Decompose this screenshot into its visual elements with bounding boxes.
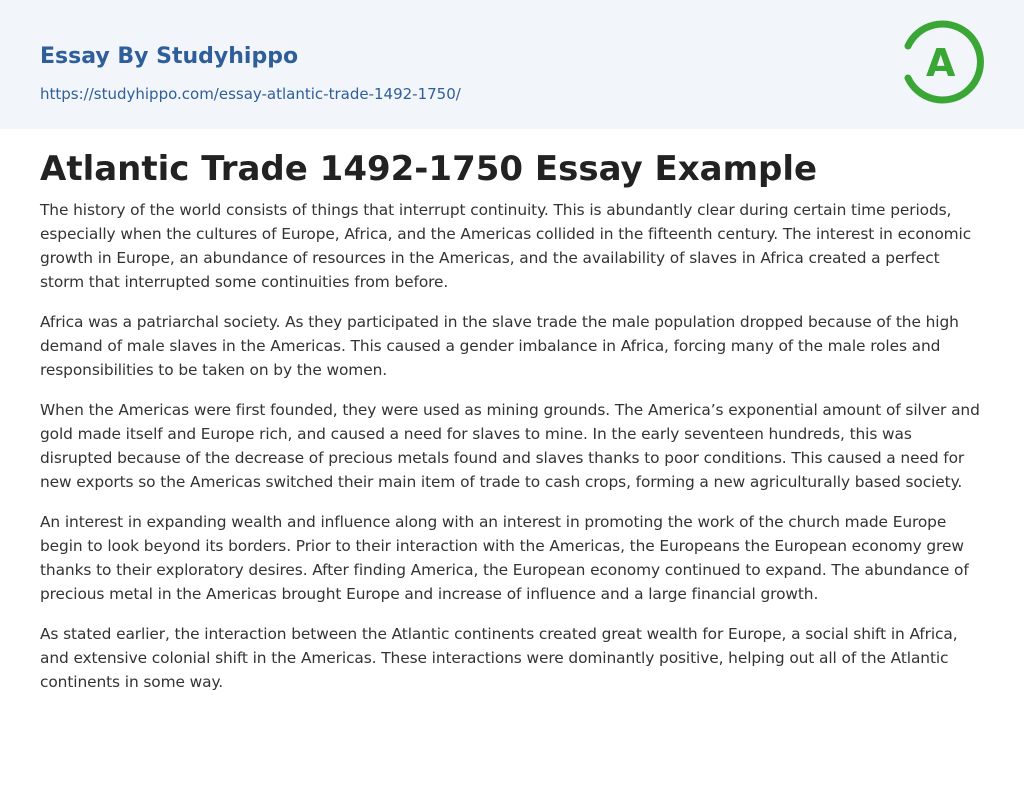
article-paragraph: An interest in expanding wealth and influence along with an interest in promoting the work of the church made Europe begin to look beyond its borders. Prior to their interaction with the Americas, the Europeans the European economy grew thanks to their exploratory desires. After finding America, the European economy continued to expand. The abundance of precious metal in the Americas brought Europe and increase of influence and a large financial growth. <box>40 513 969 603</box>
logo-letter: A <box>926 41 956 85</box>
article-paragraph: Africa was a patriarchal society. As they participated in the slave trade the male population dropped because of the high demand of male slaves in the Americas. This caused a gender imbalance in Africa, forcing many of the male roles and responsibilities to be taken on by the women. <box>40 313 959 379</box>
article-paragraph: As stated earlier, the interaction between the Atlantic continents created great wealth for Europe, a social shift in Africa, and extensive colonial shift in the Americas. These interactions were dominantly positive, helping out all of the Atlantic continents in some way. <box>40 625 958 691</box>
source-url-link[interactable]: https://studyhippo.com/essay-atlantic-trade-1492-1750/ <box>40 85 461 103</box>
article-paragraph: When the Americas were first founded, they were used as mining grounds. The America’s exponential amount of silver and gold made itself and Europe rich, and caused a need for slaves to mine. In the early seventeen hundreds, this was disrupted because of the decrease of precious metals found and slaves thanks to poor conditions. This caused a need for new exports so the Americas switched their main item of trade to cash crops, forming a new agriculturally based society. <box>40 401 980 491</box>
article-body <box>0 129 1024 694</box>
studyhippo-logo-icon[interactable] <box>900 20 984 104</box>
article-paragraph: The history of the world consists of things that interrupt continuity. This is abundantly clear during certain time periods, especially when the cultures of Europe, Africa, and the Americas collided in the fifteenth century. The interest in economic growth in Europe, an abundance of resources in the Americas, and the availability of slaves in Africa created a perfect storm that interrupted some continuities from before. <box>40 201 972 291</box>
article-title: Atlantic Trade 1492-1750 Essay Example <box>40 149 818 189</box>
site-header <box>0 0 1024 129</box>
site-brand[interactable]: Essay By Studyhippo <box>40 44 299 69</box>
